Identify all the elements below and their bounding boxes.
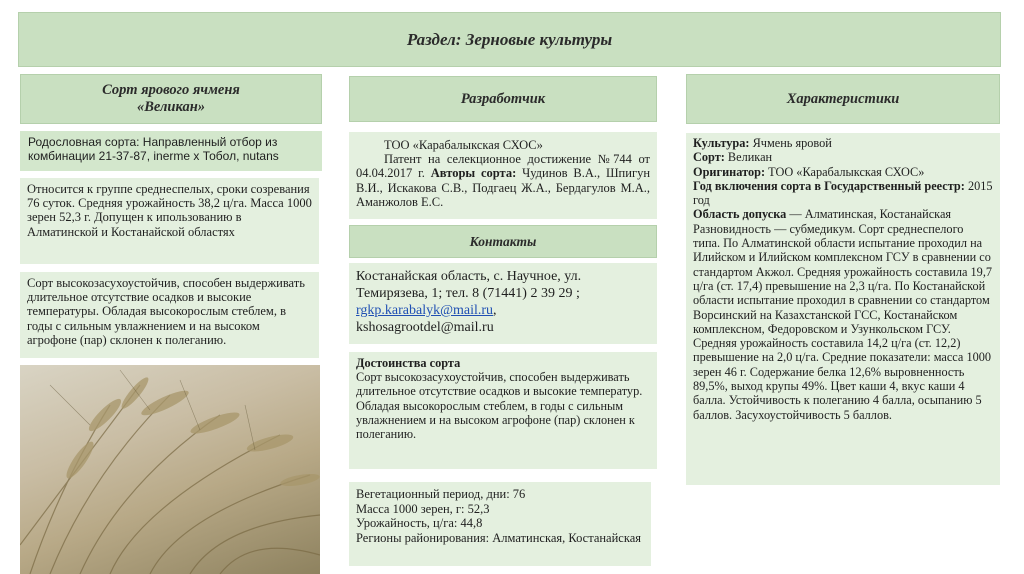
email-2: kshosagrootdel@mail.ru [356,320,494,335]
traits-box [20,272,319,358]
developer-org: ТОО «Карабалыкская СХОС» [384,138,543,152]
stat-vegetation: Вегетационный период, дни: 76 [356,487,526,501]
stat-yield: Урожайность, ц/га: 44,8 [356,516,483,530]
culture-label: Культура: [693,136,750,150]
section-banner [18,12,1001,67]
sort-value: Великан [727,150,773,165]
pedigree-text: Родословная сорта: Направленный отбор из комбинации 21-37-87, inerme x Тобол, nutans [28,135,279,163]
email-separator: , [493,303,497,318]
year-value: 2015 год [693,178,993,208]
developer-patent-authors [356,152,650,209]
advantages-box [349,352,657,469]
characteristics-title: Характеристики [786,90,900,107]
char-year [693,179,993,208]
char-culture [693,136,993,150]
authors-label: Авторы сорта: [430,166,517,181]
pedigree-box [20,131,322,171]
char-area [693,207,993,421]
characteristics-header [686,74,1000,124]
sort-label: Сорт: [693,150,725,165]
contacts-address: Костанайская область, с. Научное, ул. Темирязева, 1; тел. 8 (71441) 2 39 29 ; [356,269,582,301]
contacts-header [349,225,657,258]
contacts-title: Контакты [469,233,537,249]
developer-header [349,76,657,122]
char-sort [693,150,993,164]
developer-title: Разработчик [460,90,546,107]
email-link-1[interactable]: rgkp.karabalyk@mail.ru [356,303,494,318]
group-text: Относится к группе среднеспелых, сроки созревания 76 суток. Средняя урожайность 38,2 ц/га. Масса 1000 зерен 52,3 г. Допущен к ипользованию в Алматинской и Костанайской областях [27,182,312,239]
year-label: Год включения сорта в Государственный реестр: [693,178,965,193]
area-label: Область допуска [693,207,787,222]
char-originator [693,165,993,179]
barley-field-photo [20,365,320,574]
developer-box [349,132,657,219]
originator-value: ТОО «Карабалыкская СХОС» [768,164,925,179]
variety-title-box [20,74,322,124]
culture-value: Ячмень яровой [752,136,832,150]
contacts-box [349,263,657,344]
advantages-p1: Сорт высокозасухоустойчив, способен выдерживать длительное отсутствие осадков и высокие температур. [356,370,643,399]
advantages-title: Достоинства сорта [356,356,461,370]
barley-illustration [20,365,320,574]
variety-title-line2: «Великан» [136,99,206,115]
stat-mass: Масса 1000 зерен, г: 52,3 [356,501,490,516]
authors-text: Чудинов В.А., Шпигун В.И., Искакова С.В., Подгаец Ж.А., Бердагулов М.А., Аманжолов Е.С. [356,166,651,209]
area-value: — Алматинская, Костанайская Разновидность — субмедикум. Сорт среднеспелого типа. По Алматинской области испытание проходил на Илийском и Илийском комплексном ГСУ в сравнении со стандартом Акжол. Средняя урожайность составила 19,7 ц/га (ст. 17,4) превышение на 2,3 ц/га. По Костанайской области испытание проходил в сравнении со стандартом Ворсинский на Казахстанской ГСС, Костанайском комплексном, Федоровском и Узункольском ГСУ. Средняя урожайность составила 14,2 ц/га (ст. 12,2) превышение на 2,0 ц/га. Средние показатели: масса 1000 зерен 46 г. Содержание белка 12,6% выровненность 89,5%, выход крупы 49%. Цвет каши 4, вкус каши 4 балла. Устойчивость к полеганию 4 балла, осыпанию 5 баллов. Засухоустойчивость 5 баллов. [693,207,993,422]
variety-title-line1: Сорт ярового ячменя [102,82,240,98]
traits-text: Сорт высокозасухоустойчив, способен выдерживать длительное отсутствие осадков и высокие температуры. Обладая высокорослым стеблем, в годы с сильным увлажнением и на высоком агрофоне (пар) склонен к полеганию. [27,276,305,347]
stats-box [349,482,651,566]
advantages-p2: Обладая высокорослым стеблем, в годы с сильным увлажнением и на высоком агрофоне (пар) склонен к полеганию. [356,398,635,442]
developer-patent: Патент на селекционное достижение №744 от 04.04.2017 г. [356,152,650,181]
section-title: Раздел: Зерновые культуры [406,29,613,49]
group-box [20,178,319,264]
characteristics-box [686,133,1000,485]
stat-regions: Регионы районирования: Алматинская, Костанайская [356,530,642,545]
originator-label: Оригинатор: [693,164,766,179]
